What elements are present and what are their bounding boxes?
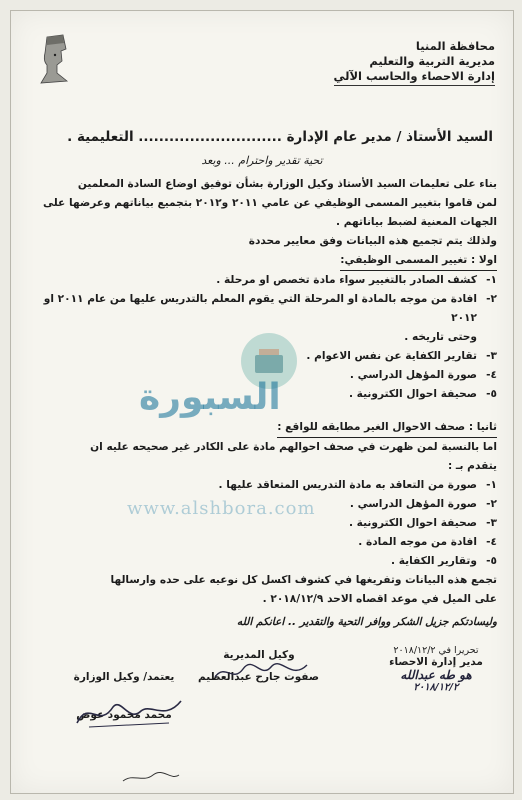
signature-name: صفوت جارح عبدالعظيم: [197, 671, 319, 683]
nefertiti-logo-icon: [33, 31, 75, 87]
signature-scribble-icon: [211, 659, 311, 685]
watermark-text: السبورة: [139, 377, 281, 418]
letterhead: [334, 39, 495, 86]
section-one-title: اولا : تغيير المسمى الوظيفي:: [340, 251, 497, 271]
governorate-name: محافظة المنيا: [415, 39, 495, 53]
closing-line: تجمع هذه البيانات وتفريغها في كشوف اكسل كل نوعيه على حده وارسالها: [110, 574, 497, 586]
list-item: ٥- وتقارير الكفاية .: [390, 555, 497, 567]
signature-role: يعتمد/ وكيل الوزارة: [73, 671, 175, 683]
signature-name: هو طه عبدالله: [400, 668, 472, 682]
list-item: ٣- تقارير الكفاية عن نفس الاعوام .: [306, 350, 497, 362]
list-item: وحتى تاريخه .: [404, 331, 477, 343]
list-item: ٤- افادة من موجه المادة .: [358, 536, 497, 548]
intro-line: لمن قاموا بتغيير المسمى الوظيفي عن عامي ٢٠١١ و٢٠١٢ بتجميع بياناتهم وعرضها على: [43, 197, 497, 209]
addressee-title: السيد الأستاذ / مدير عام الإدارة ............................ التعليمية .: [67, 129, 493, 145]
signature-date-handwritten: ٢٠١٨/١٢/٢: [413, 682, 459, 693]
department-name: إدارة الاحصاء والحاسب الآلي: [334, 69, 495, 86]
section-two-intro: اما بالنسبة لمن ظهرت في صحف احوالهم مادة على الكادر غير صحيحه عليه ان: [90, 441, 497, 453]
signature-role: وكيل المديرية: [223, 649, 295, 661]
greeting-line: تحية تقدير واحترام ... وبعد: [201, 154, 323, 167]
signature-role: مدير إدارة الاحصاء: [389, 656, 483, 668]
section-two-intro: يتقدم بـ :: [447, 460, 497, 472]
stamp-mark-icon: [121, 771, 181, 785]
section-two-title: ثانيا : صحف الاحوال الغير مطابقه للواقع :: [277, 418, 497, 438]
list-item: ٢- افادة من موجه بالمادة او المرحلة التي يقوم المعلم بالتدريس عليها من عام ٢٠١١ او ٢٠١٢: [43, 293, 497, 324]
list-item: ٥- صحيفة احوال الكترونية .: [348, 388, 497, 400]
list-item: ٣- صحيفة احوال الكترونية .: [348, 517, 497, 529]
directorate-name: مديرية التربية والتعليم: [369, 54, 495, 68]
closing-line: على الميل في موعد اقصاه الاحد ٢٠١٨/١٢/٩ .: [262, 593, 497, 605]
signature-date: تحريرا في ٢٠١٨/١٢/٢: [393, 645, 479, 656]
intro-line: بناء على تعليمات السيد الأستاذ وكيل الوزارة بشأن توفيق اوضاع السادة المعلمين: [77, 178, 497, 190]
signature-scribble-icon: [69, 693, 189, 733]
signature-name: محمد محمود عوض: [76, 709, 172, 721]
salutation: وليسادتكم جزيل الشكر ووافر التحية والتقدير .. اعانكم الله: [236, 616, 497, 628]
intro-line: ولذلك يتم تجميع هذه البيانات وفق معايير محددة: [248, 235, 497, 247]
signature-block-right: [377, 645, 495, 693]
document-page: [10, 10, 514, 794]
list-item: ٢- صورة المؤهل الدراسي .: [349, 498, 497, 510]
section-two-list: [27, 476, 497, 571]
intro-line: الجهات المعنية لضبط بياناتهم .: [335, 216, 497, 228]
list-item: ٤- صورة المؤهل الدراسي .: [349, 369, 497, 381]
list-item: ١- كشف الصادر بالتغيير سواء مادة تخصص او مرحلة .: [216, 274, 497, 286]
watermark-url: www.alshbora.com: [127, 498, 316, 519]
list-item: ١- صورة من التعاقد به مادة التدريس المتعاقد عليها .: [218, 479, 497, 491]
